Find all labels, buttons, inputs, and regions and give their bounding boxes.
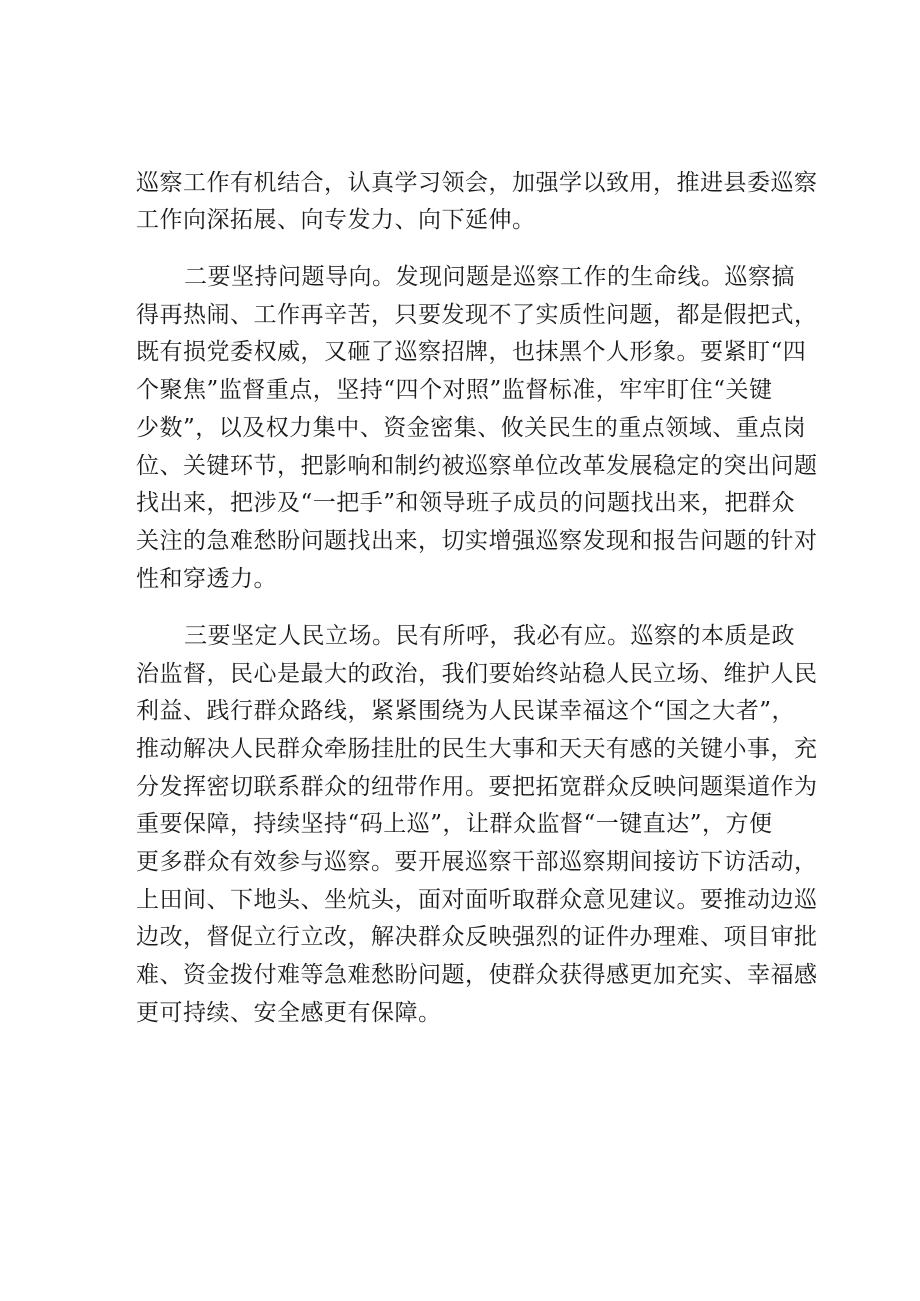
- paragraph-3-line-9: 边改，督促立行立改，解决群众反映强烈的证件办理难、项目审批: [136, 924, 818, 950]
- paragraph-2-line-1: 二要坚持问题导向。发现问题是巡察工作的生命线。巡察搞: [184, 264, 795, 290]
- paragraph-3-line-8: 上田间、下地头、坐炕头，面对面听取群众意见建议。要推动边巡: [136, 887, 818, 913]
- paragraph-1-line-1: 巡察工作有机结合，认真学习领会，加强学以致用，推进县委巡察: [136, 170, 818, 196]
- paragraph-2-line-6: 位、关键环节，把影响和制约被巡察单位改革发展稳定的突出问题: [136, 453, 818, 479]
- paragraph-2-line-4: 个聚焦”监督重点，坚持“四个对照”监督标准，牢牢盯住“关键: [136, 377, 773, 403]
- paragraph-2-line-7: 找出来，把涉及“一把手”和领导班子成员的问题找出来，把群众: [136, 490, 796, 516]
- paragraph-3-line-3: 利益、践行群众路线，紧紧围绕为人民谋幸福这个“国之大者”，: [136, 698, 796, 724]
- paragraph-3-line-10: 难、资金拨付难等急难愁盼问题，使群众获得感更加充实、幸福感: [136, 962, 818, 988]
- paragraph-2-line-9: 性和穿透力。: [136, 566, 277, 592]
- paragraph-3-line-4: 推动解决人民群众牵肠挂肚的民生大事和天天有感的关键小事，充: [136, 736, 818, 762]
- paragraph-3-line-6: 重要保障，持续坚持“码上巡”，让群众监督“一键直达”，方便: [136, 811, 773, 837]
- paragraph-1-line-2: 工作向深拓展、向专发力、向下延伸。: [136, 207, 536, 233]
- paragraph-3-line-2: 治监督，民心是最大的政治，我们要始终站稳人民立场、维护人民: [136, 661, 818, 687]
- paragraph-2-line-3: 既有损党委权威，又砸了巡察招牌，也抹黑个人形象。要紧盯“四: [136, 339, 807, 365]
- paragraph-3-line-5: 分发挥密切联系群众的纽带作用。要把拓宽群众反映问题渠道作为: [136, 774, 818, 800]
- paragraph-2-line-8: 关注的急难愁盼问题找出来，切实增强巡察发现和报告问题的针对: [136, 528, 818, 554]
- paragraph-3-line-11: 更可持续、安全感更有保障。: [136, 1000, 442, 1026]
- paragraph-2-line-2: 得再热闹、工作再辛苦，只要发现不了实质性问题，都是假把式，: [136, 302, 818, 328]
- paragraph-2-line-5: 少数”，以及权力集中、资金密集、攸关民生的重点领域、重点岗: [136, 415, 807, 441]
- paragraph-3-line-1: 三要坚定人民立场。民有所呼，我必有应。巡察的本质是政: [184, 623, 795, 649]
- paragraph-3-line-7: 更多群众有效参与巡察。要开展巡察干部巡察期间接访下访活动，: [136, 849, 818, 875]
